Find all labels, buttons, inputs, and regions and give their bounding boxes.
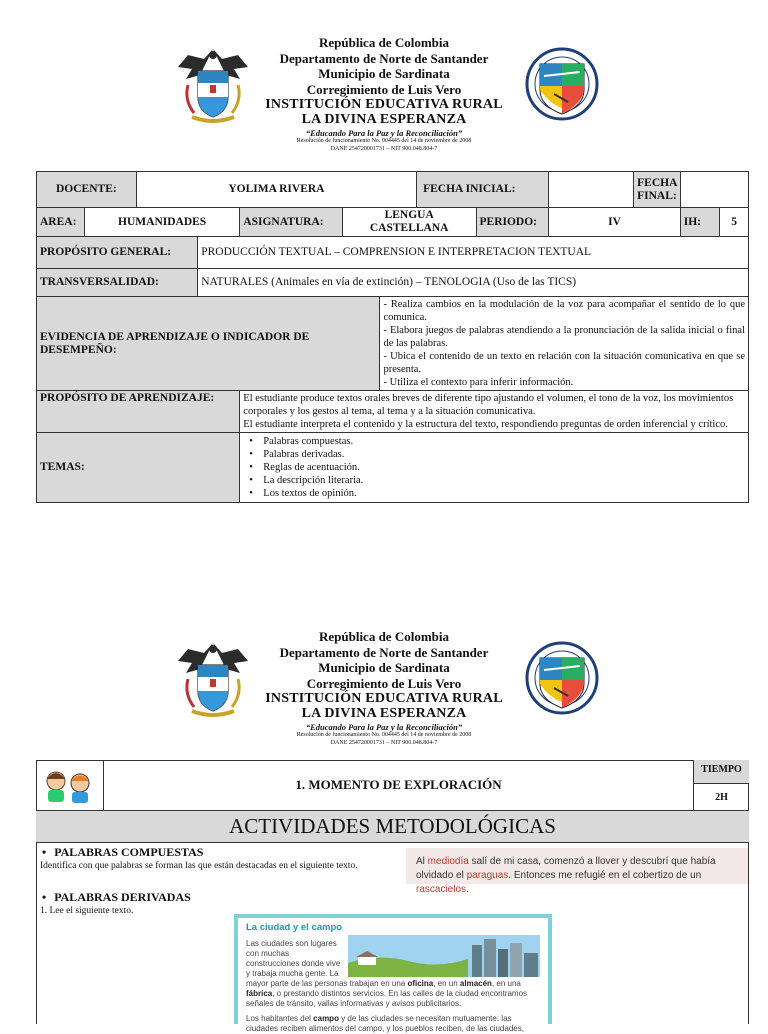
document-header — [0, 35, 768, 153]
header-motto: “Educando Para la Paz y la Reconciliación” — [305, 128, 463, 138]
moment-title-cell — [104, 760, 694, 810]
header-school-name: LA DIVINA ESPERANZA — [301, 112, 467, 127]
header-corregimiento: Corregimiento de Luis Vero — [306, 675, 462, 691]
temas-list — [243, 435, 745, 500]
card-title: La ciudad y el campo — [246, 922, 343, 933]
proposito-aprendizaje-label: PROPÓSITO DE APRENDIZAJE: — [37, 391, 240, 433]
header-dane: DANE 254720001731 – NIT 900.048.804-7 — [330, 145, 438, 152]
fecha-final-value[interactable] — [680, 172, 748, 208]
header-corregimiento: Corregimiento de Luis Vero — [306, 81, 462, 97]
header-country: República de Colombia — [318, 35, 449, 50]
compound-words-excerpt: Al mediodía salí de mi casa, comenzó a llover y descubrí que había olvidado el paraguas. Entonces me refugié en el cobertizo de un rascacielos. — [406, 848, 748, 884]
section-instruction: Identifica con que palabras se forman las que están destacadas en el siguiente texto. — [40, 861, 358, 871]
tiempo-label: TIEMPO — [694, 760, 749, 784]
evidencia-item: - Ubica el contenido de un texto en relación con la situación comunicativa en que se presenta. — [383, 351, 745, 375]
proposito-aprendizaje-text-1: El estudiante produce textos orales breves de diferente tipo ajustando el volumen, el tono de la voz, los movimientos corporales y los gestos al tema, al tema y a la situación comunicativa. — [243, 393, 734, 417]
city-and-countryside-image — [348, 935, 540, 977]
temas-label: TEMAS: — [37, 433, 240, 503]
children-icon — [40, 765, 100, 805]
header-institution: INSTITUCIÓN EDUCATIVA RURAL — [265, 97, 503, 112]
transversalidad-value: NATURALES (Animales en vía de extinción) – TENOLOGIA (Uso de las TICS) — [198, 269, 749, 297]
bullet-icon: • — [42, 845, 47, 859]
header-school-name: LA DIVINA ESPERANZA — [301, 706, 467, 721]
docente-label: DOCENTE: — [37, 172, 137, 208]
planning-form-table — [36, 171, 749, 503]
periodo-value: IV — [549, 208, 680, 237]
proposito-general-label: PROPÓSITO GENERAL: — [37, 237, 198, 269]
kids-illustration-cell — [36, 760, 104, 810]
header-municipality: Municipio de Sardinata — [318, 66, 450, 81]
tema-item: • Los textos de opinión. — [243, 487, 745, 500]
evidencia-item: - Utiliza el contexto para inferir información. — [383, 377, 574, 388]
header-department: Departamento de Norte de Santander — [279, 644, 489, 660]
fecha-inicial-value[interactable] — [549, 172, 634, 208]
school-crest-icon — [524, 640, 600, 716]
card-paragraph-1: Las ciudades son lugares con muchas construcciones donde vive y trabaja mucha gente. La mayor parte de las personas trabajan en una oficina, en un almacén, en una fábrica, o prestando distintos servicios. En las calles de la ciudad encontramos señales de tránsito, vallas informativas y avisos publicitarios. — [246, 939, 528, 1008]
proposito-general-value: PRODUCCIÓN TEXTUAL – COMPRENSION E INTERPRETACION TEXTUAL — [198, 237, 749, 269]
docente-value: YOLIMA RIVERA — [136, 172, 416, 208]
tiempo-value: 2H — [715, 792, 728, 803]
highlighted-word: rascacielos — [416, 884, 467, 895]
moment-title: 1. MOMENTO DE EXPLORACIÓN — [295, 777, 502, 792]
header-country: República de Colombia — [318, 629, 449, 644]
tema-item: • La descripción literaria. — [243, 474, 745, 487]
proposito-aprendizaje-value — [240, 391, 749, 433]
evidencia-label: EVIDENCIA DE APRENDIZAJE O INDICADOR DE DESEMPEÑO: — [37, 297, 380, 391]
header-department: Departamento de Norte de Santander — [279, 50, 489, 66]
fecha-final-label: FECHA FINAL: — [634, 172, 681, 208]
area-value: HUMANIDADES — [84, 208, 239, 237]
header-municipality: Municipio de Sardinata — [318, 660, 450, 675]
tema-item: • Palabras derivadas. — [243, 448, 745, 461]
actividades-title: ACTIVIDADES METODOLÓGICAS — [36, 810, 749, 843]
highlighted-word: paraguas — [466, 870, 509, 881]
palabras-derivadas-section — [40, 890, 400, 917]
transversalidad-label: TRANSVERSALIDAD: — [37, 269, 198, 297]
section-title: • PALABRAS COMPUESTAS — [42, 845, 204, 859]
temas-list-cell — [240, 433, 749, 503]
bullet-icon: • — [42, 890, 47, 904]
periodo-label: PERIODO: — [476, 208, 549, 237]
header-motto: “Educando Para la Paz y la Reconciliación” — [305, 722, 463, 732]
palabras-compuestas-section — [40, 845, 400, 872]
header-dane: DANE 254720001731 – NIT 900.048.804-7 — [330, 739, 438, 746]
area-label: AREA: — [37, 208, 85, 237]
header-institution: INSTITUCIÓN EDUCATIVA RURAL — [265, 691, 503, 706]
card-paragraph-2: Los habitantes del campo y de las ciudades se necesitan mutuamente: las ciudades reciben alimentos del campo, y los pueblos reciben, de las ciudades, — [246, 1014, 524, 1033]
evidencia-item: - Elabora juegos de palabras atendiendo a la pronunciación de la salida inicial o final de las palabras. — [383, 325, 745, 349]
section-title: • PALABRAS DERIVADAS — [42, 890, 191, 904]
asignatura-value: LENGUA CASTELLANA — [342, 208, 476, 237]
tema-item: • Reglas de acentuación. — [243, 461, 745, 474]
reading-card — [234, 914, 552, 1033]
asignatura-label: ASIGNATURA: — [240, 208, 343, 237]
highlighted-word: mediodía — [427, 856, 469, 867]
evidencia-list — [380, 297, 749, 391]
document-header-page-2 — [0, 629, 768, 747]
header-resolution: Resolución de funcionamiento No. 004445 del 14 de noviembre de 2008 — [296, 138, 472, 144]
proposito-aprendizaje-text-2: El estudiante interpreta el contenido y la estructura del texto, respondiendo preguntas de orden inferencial y crítico. — [243, 419, 728, 430]
school-crest-icon — [524, 46, 600, 122]
fecha-inicial-label: FECHA INICIAL: — [417, 172, 549, 208]
header-resolution: Resolución de funcionamiento No. 004445 del 14 de noviembre de 2008 — [296, 732, 472, 738]
ih-value: 5 — [720, 208, 749, 237]
evidencia-item: - Realiza cambios en la modulación de la voz para acompañar el sentido de lo que comunica. — [383, 299, 745, 323]
tema-item: • Palabras compuestas. — [243, 435, 745, 448]
section-instruction: 1. Lee el siguiente texto. — [40, 906, 134, 916]
ih-label: IH: — [680, 208, 720, 237]
